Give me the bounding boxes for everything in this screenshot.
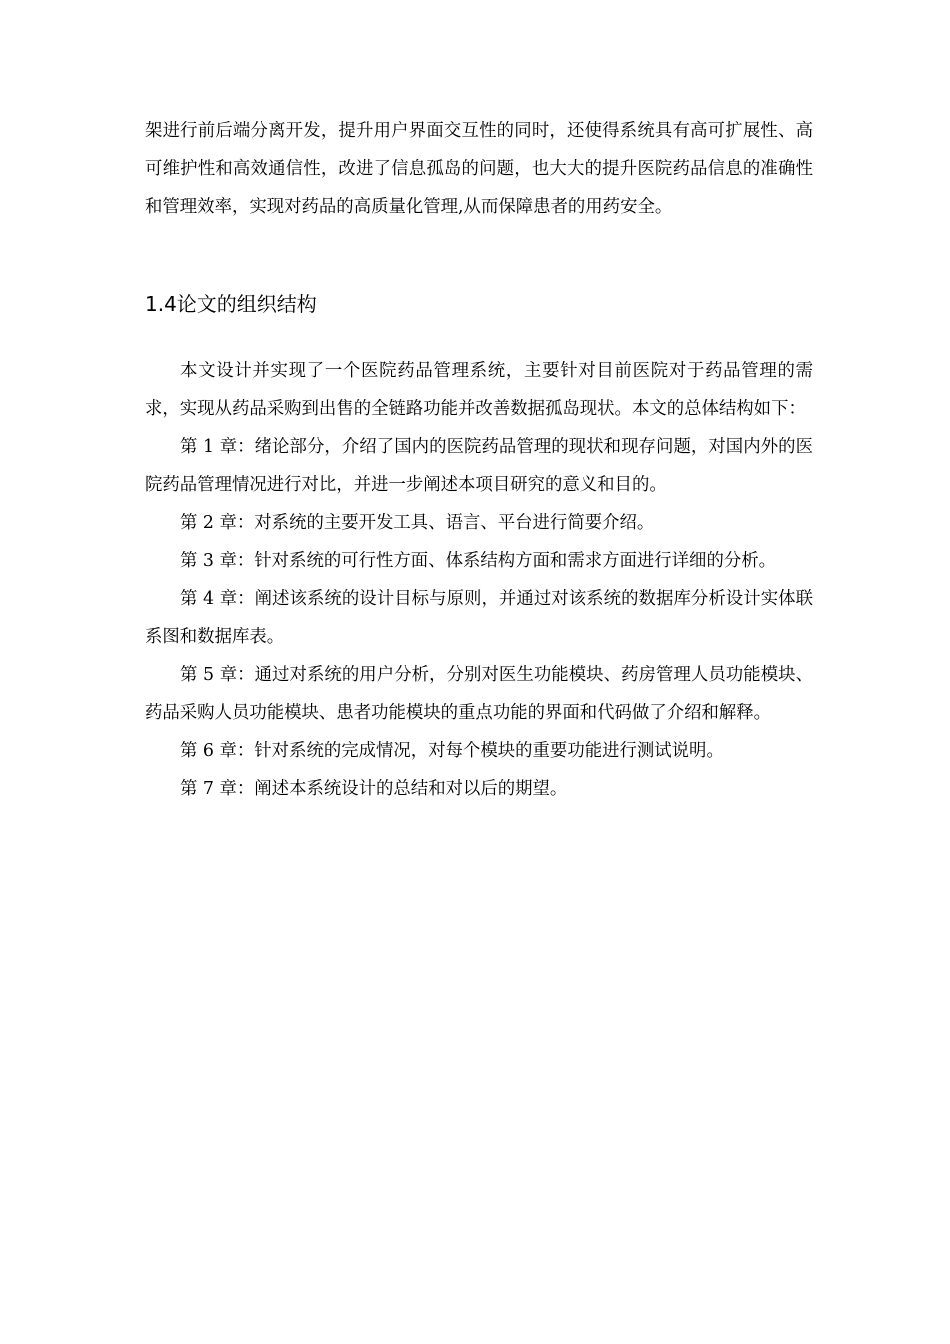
chapter-1-paragraph: 第 1 章：绪论部分，介绍了国内的医院药品管理的现状和现存问题，对国内外的医院药品管理情况进行对比，并进一步阐述本项目研究的意义和目的。 bbox=[145, 437, 813, 495]
chapter-7-paragraph: 第 7 章：阐述本系统设计的总结和对以后的期望。 bbox=[180, 779, 568, 799]
chapter-2-paragraph: 第 2 章：对系统的主要开发工具、语言、平台进行简要介绍。 bbox=[180, 513, 655, 533]
section-body bbox=[145, 352, 813, 808]
chapter-4-paragraph: 第 4 章：阐述该系统的设计目标与原则，并通过对该系统的数据库分析设计实体联系图和数据库表。 bbox=[145, 589, 813, 647]
intro-paragraph: 架进行前后端分离开发，提升用户界面交互性的同时，还使得系统具有高可扩展性、高可维护性和高效通信性，改进了信息孤岛的问题，也大大的提升医院药品信息的准确性和管理效率，实现对药品的高质量化管理,从而保障患者的用药安全。 bbox=[145, 121, 813, 217]
overview-paragraph: 本文设计并实现了一个医院药品管理系统，主要针对目前医院对于药品管理的需求，实现从药品采购到出售的全链路功能并改善数据孤岛现状。本文的总体结构如下： bbox=[145, 361, 813, 419]
chapter-5-paragraph: 第 5 章：通过对系统的用户分析，分别对医生功能模块、药房管理人员功能模块、药品采购人员功能模块、患者功能模块的重点功能的界面和代码做了介绍和解释。 bbox=[145, 665, 813, 723]
section-heading: 1.4论文的组织结构 bbox=[145, 292, 317, 316]
chapter-3-paragraph: 第 3 章：针对系统的可行性方面、体系结构方面和需求方面进行详细的分析。 bbox=[180, 551, 777, 571]
chapter-6-paragraph: 第 6 章：针对系统的完成情况，对每个模块的重要功能进行测试说明。 bbox=[180, 741, 724, 761]
